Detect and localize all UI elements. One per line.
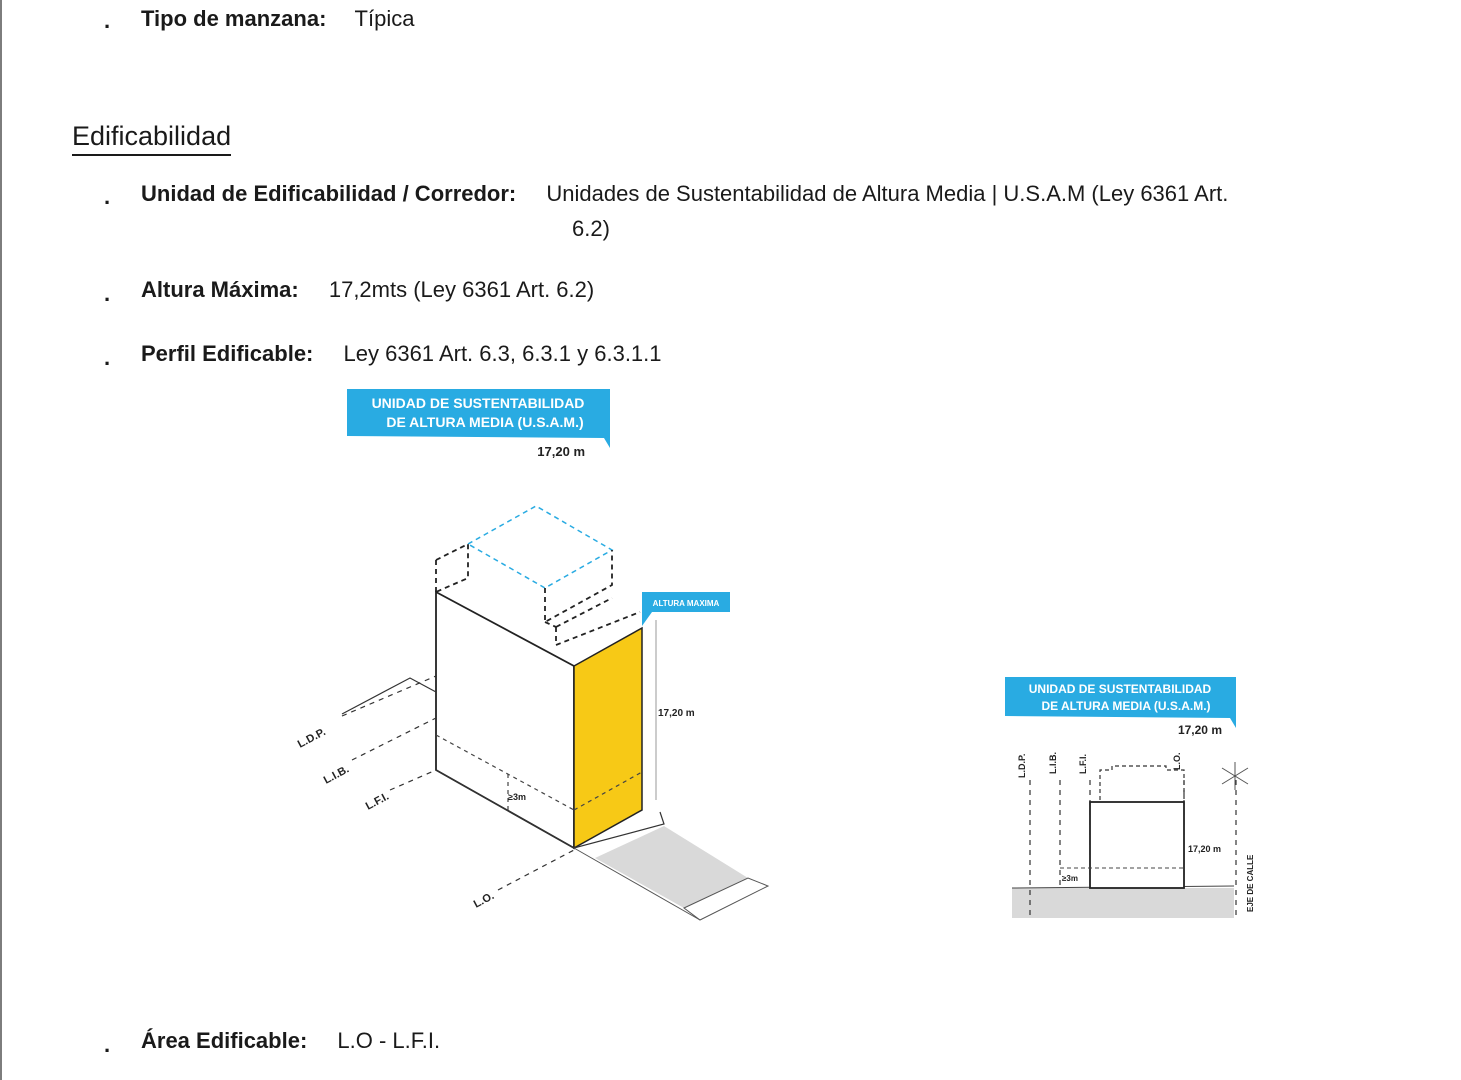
area-item [141,1028,440,1054]
sec-street-axis-icon [1222,762,1248,790]
sec-label-ldp: L.D.P. [1017,753,1027,778]
iso-banner-line2: DE ALTURA MEDIA (U.S.A.M.) [386,414,584,430]
sec-banner-line2: DE ALTURA MEDIA (U.S.A.M.) [1041,699,1211,713]
sec-label-lfi: L.F.I. [1078,754,1088,774]
unidad-label: Unidad de Edificabilidad / Corredor: [141,181,517,206]
bullet: . [104,345,111,370]
sec-building [1090,802,1184,888]
sec-street-axis-label: EJE DE CALLE [1246,854,1255,912]
area-value: L.O - L.F.I. [337,1028,441,1053]
perfil-label: Perfil Edificable: [141,341,314,366]
iso-banner-line1: UNIDAD DE SUSTENTABILIDAD [371,395,585,411]
unidad-value-line2: 6.2) [572,216,610,241]
iso-banner-height: 17,20 m [537,444,585,459]
sec-banner-line1: UNIDAD DE SUSTENTABILIDAD [1028,682,1212,696]
iso-height-dim: 17,20 m [658,708,695,719]
iso-depth-dim: ≥3m [508,792,526,802]
sec-banner-height: 17,20 m [1177,723,1222,737]
bullet: . [104,1032,111,1057]
unidad-value-line1: Unidades de Sustentabilidad de Altura Media | U.S.A.M (Ley 6361 Art. [546,181,1229,206]
perfil-value: Ley 6361 Art. 6.3, 6.3.1 y 6.3.1.1 [343,341,662,366]
section-title: Edificabilidad [72,120,231,156]
altura-label: Altura Máxima: [141,277,299,302]
sec-upper-dashed [1100,766,1184,800]
sec-depth-dim: ≥3m [1062,874,1078,883]
iso-label-lib: L.I.B. [321,763,352,787]
bullet: . [104,184,111,209]
area-label: Área Edificable: [141,1028,308,1053]
tipo-manzana-label: Tipo de manzana: [141,6,327,31]
iso-altura-tag-text: ALTURA MAXIMA [652,599,720,608]
iso-label-lo: L.O. [471,890,497,911]
tipo-manzana-value: Típica [354,6,415,31]
sec-label-lib: L.I.B. [1048,752,1058,774]
altura-value: 17,2mts (Ley 6361 Art. 6.2) [328,277,595,302]
bullet: . [104,281,111,306]
sec-label-lo: L.O. [1172,752,1182,770]
iso-label-ldp: L.D.P. [295,726,328,751]
iso-label-lfi: L.F.I. [363,790,391,813]
bullet: . [104,8,111,33]
sec-ground [1012,888,1234,918]
sec-height-dim: 17,20 m [1188,844,1222,854]
